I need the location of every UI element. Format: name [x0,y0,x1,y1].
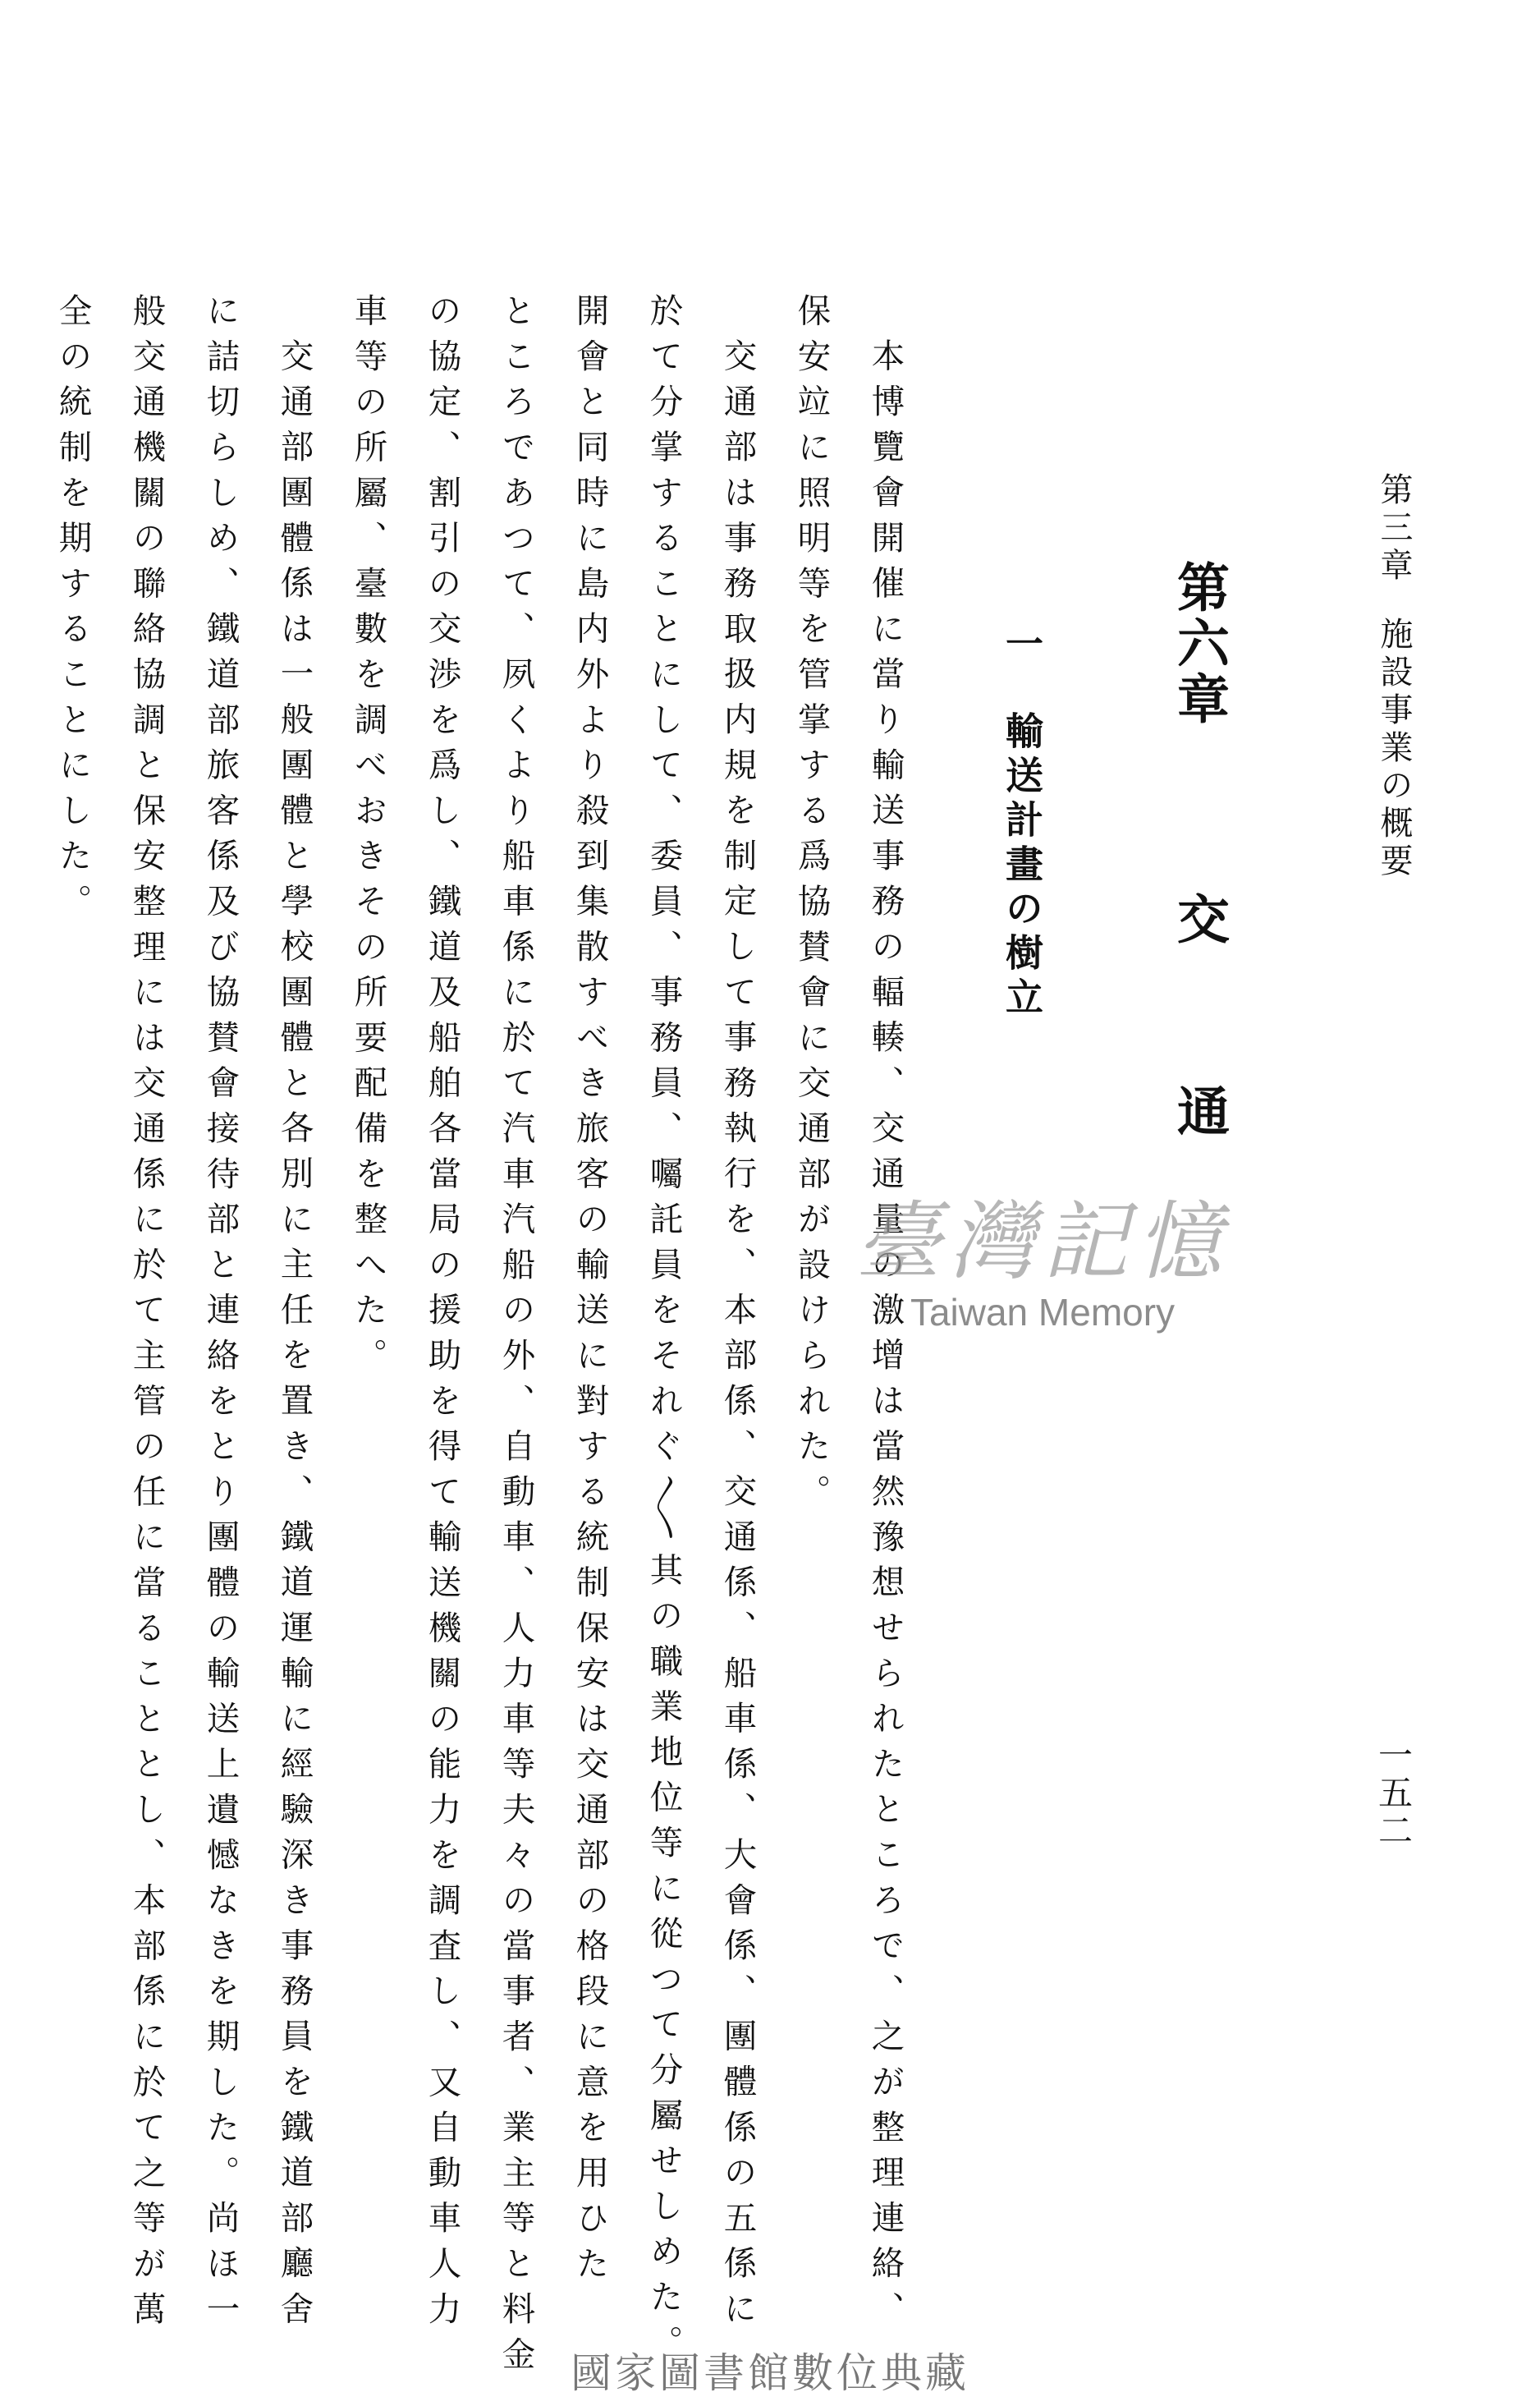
body-column-9: 交通部團體係は一般團體と學校團體と各別に主任を置き、鐵道運輸に經驗深き事務員を鐵道部廳舍 [274,338,314,2337]
watermark-logo-text: 臺灣記憶 [855,1192,1230,1292]
chapter-number: 第六章 [1168,560,1230,728]
running-head-title: 施設事業の概要 [1375,617,1413,881]
running-head [1375,472,1413,881]
body-column-5: 開會と同時に島内外より殺到集散すべき旅客の輸送に對する統制保安は交通部の格段に意を用ひた [570,293,610,2292]
body-column-12: 全の統制を期することにした。 [53,293,93,930]
footer-archive-label: 國家圖書館數位典藏 [571,2349,969,2397]
body-column-4: 於て分掌することにして、委員、事務員、囑託員をそれぐ〳〵其の職業地位等に從つて分屬せしめた。 [644,293,684,2370]
running-head-chapter: 第三章 [1375,472,1413,585]
section-heading [1000,624,1044,1022]
body-column-10: に詰切らしめ、鐵道部旅客係及び協賛會接待部と連絡をとり團體の輸送上遺憾なきを期した。尚ほ一 [200,293,241,2337]
section-title: 輸送計畫の樹立 [1000,711,1044,1022]
body-column-3: 交通部は事務取扱内規を制定して事務執行を、本部係、交通係、船車係、大會係、團體係の五係に [717,338,758,2337]
body-column-7: の協定、割引の交渉を爲し、鐵道及船舶各當局の援助を得て輸送機關の能力を調査し、又自動車人力 [422,293,462,2337]
watermark-english: Taiwan Memory [910,1291,1176,1334]
body-column-11: 般交通機關の聯絡協調と保安整理には交通係に於て主管の任に當ることとし、本部係に於て之等が萬 [126,293,167,2337]
body-column-2: 保安竝に照明等を管掌する爲協賛會に交通部が設けられた。 [791,293,832,1520]
section-number: 一 [1000,624,1044,668]
body-column-6: ところであつて、夙くより船車係に於て汽車汽船の外、自動車、人力車等夫々の當事者、業主等と料金 [496,293,536,2382]
page-number: 一五二 [1373,1737,1414,1850]
watermark [813,1192,1272,1334]
chapter-heading [1168,560,1230,1276]
chapter-title: 交通 [1168,892,1230,1276]
body-column-8: 車等の所屬、臺數を調べおきその所要配備を整へた。 [348,293,388,1384]
body-column-1: 本博覽會開催に當り輸送事務の輻輳、交通量の激增は當然豫想せられたところで、之が整理連絡、 [865,338,905,2337]
